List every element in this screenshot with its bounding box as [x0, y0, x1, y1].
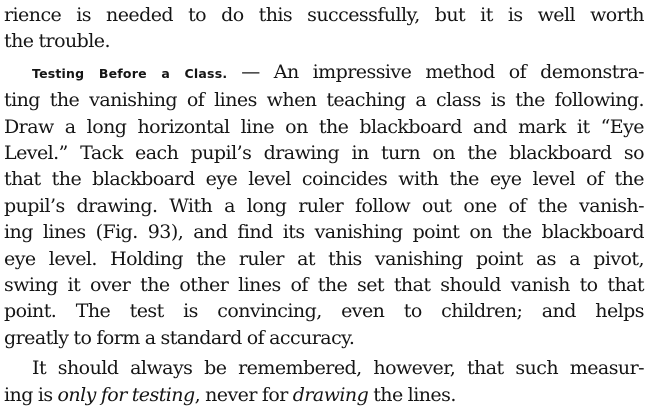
- text-line: greatly to form a standard of accuracy.: [4, 326, 355, 349]
- paragraph-continued: [4, 2, 644, 55]
- text-line: Level.” Tack each pupil’s drawing in turn on the blackboard so: [4, 142, 644, 165]
- text-line: point. The test is convincing, even to children; and helps: [4, 300, 644, 323]
- text-line: ing lines (Fig. 93), and find its vanishing point on the blackboard: [4, 221, 644, 244]
- text-line: pupil’s drawing. With a long ruler follow out one of the vanish-: [4, 194, 644, 217]
- section-heading: Testing Before a Class.: [32, 65, 228, 81]
- text-line: [4, 382, 644, 408]
- document-page: [4, 2, 644, 408]
- text-line: rience is needed to do this successfully, but it is well worth: [4, 4, 644, 26]
- text-line: swing it over the other lines of the set that should vanish to that: [4, 274, 644, 297]
- text-line: It should always be remembered, however, that such measur-: [32, 357, 644, 380]
- heading-continuation: — An impressive method of demonstra-: [227, 60, 644, 83]
- text-run: ing is: [4, 383, 58, 406]
- emphasis-drawing: drawing: [292, 383, 369, 406]
- text-line: the trouble.: [4, 30, 110, 53]
- emphasis-only-for-testing: only for testing: [57, 383, 195, 406]
- paragraph-measuring-note: [4, 355, 644, 408]
- text-line: [4, 59, 644, 87]
- text-run: the lines.: [368, 383, 456, 406]
- text-run: , never for: [194, 383, 293, 406]
- paragraph-testing-before-a-class: [4, 59, 644, 351]
- text-line: eye level. Holding the ruler at this vanishing point as a pivot,: [4, 247, 644, 270]
- text-line: Draw a long horizontal line on the blackboard and mark it “Eye: [4, 115, 644, 138]
- text-line: ting the vanishing of lines when teaching a class is the following.: [4, 89, 644, 112]
- text-line: that the blackboard eye level coincides with the eye level of the: [4, 168, 644, 191]
